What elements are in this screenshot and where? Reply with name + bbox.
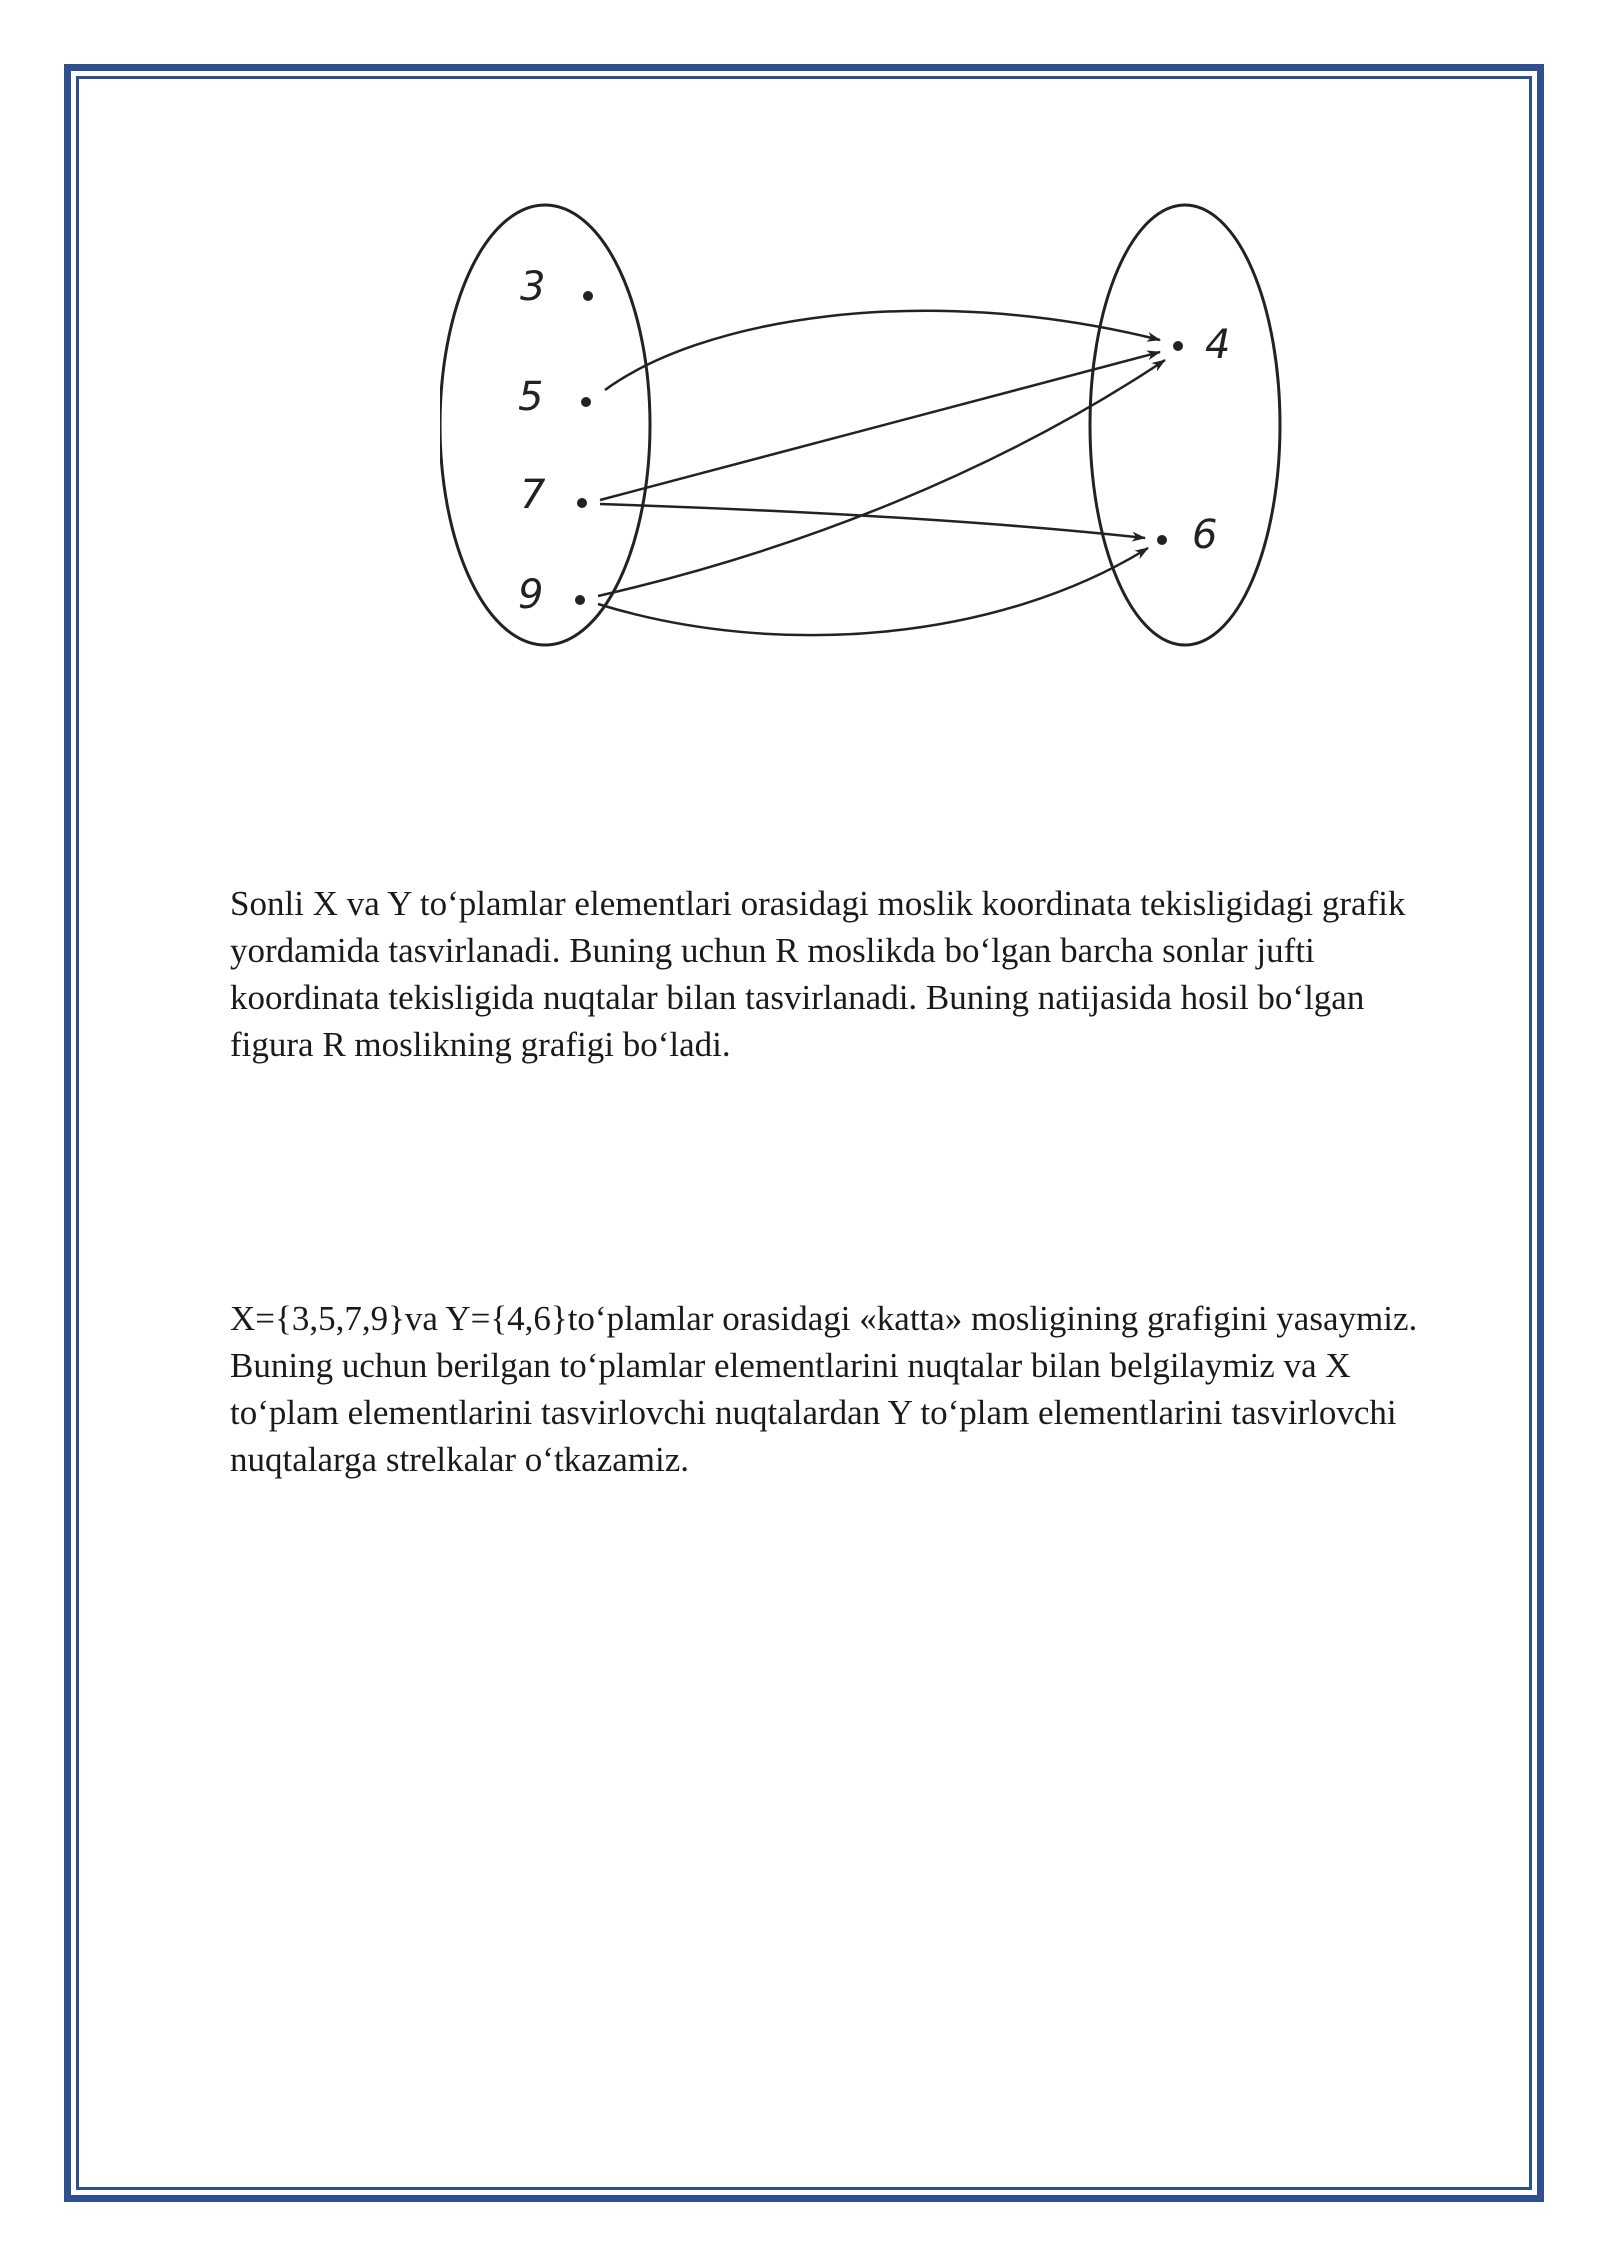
paragraph-graph-definition: Sonli X va Y to‘plamlar elementlari orasidagi moslik koordinata tekisligidagi grafik yordamida tasvirlanadi. Buning uchun R moslikda bo‘lgan barcha sonlar jufti koordinata tekisligida nuqtalar bilan tasvirlanadi. Buning natijasida hosil bo‘lgan figura R moslikning grafigi bo‘ladi. xyxy=(230,884,1406,1064)
dot-x-7 xyxy=(577,498,587,508)
paragraph-example-katta: X={3,5,7,9}va Y={4,6}to‘plamlar orasidagi «katta» mosligining grafigini yasaymiz. Buning uchun berilgan to‘plamlar elementlarini nuqtalar bilan belgilaymiz va X to‘plam elementlarini tasvirlovchi nuqtalardan Y to‘plam elementlarini tasvirlovchi nuqtalarga strelkalar o‘tkazamiz. xyxy=(230,1299,1418,1479)
arrow-7-to-6 xyxy=(600,504,1145,538)
dot-x-3 xyxy=(583,291,593,301)
set-y-element-4: 4 xyxy=(1205,322,1231,368)
arrow-5-to-4 xyxy=(605,311,1160,390)
mapping-diagram-svg xyxy=(440,190,1300,680)
dot-x-5 xyxy=(581,397,591,407)
set-y-element-6: 6 xyxy=(1192,512,1218,558)
set-x-element-3: 3 xyxy=(520,264,546,310)
set-x-element-9: 9 xyxy=(518,572,544,618)
dot-y-6 xyxy=(1157,535,1167,545)
arrow-7-to-4 xyxy=(600,352,1160,500)
mapping-diagram xyxy=(440,190,1300,680)
dot-x-9 xyxy=(575,595,585,605)
dot-y-4 xyxy=(1173,341,1183,351)
arrow-9-to-6 xyxy=(598,548,1148,635)
set-y-ellipse xyxy=(1090,205,1280,645)
set-x-element-5: 5 xyxy=(518,374,544,420)
set-x-element-7: 7 xyxy=(520,472,546,518)
